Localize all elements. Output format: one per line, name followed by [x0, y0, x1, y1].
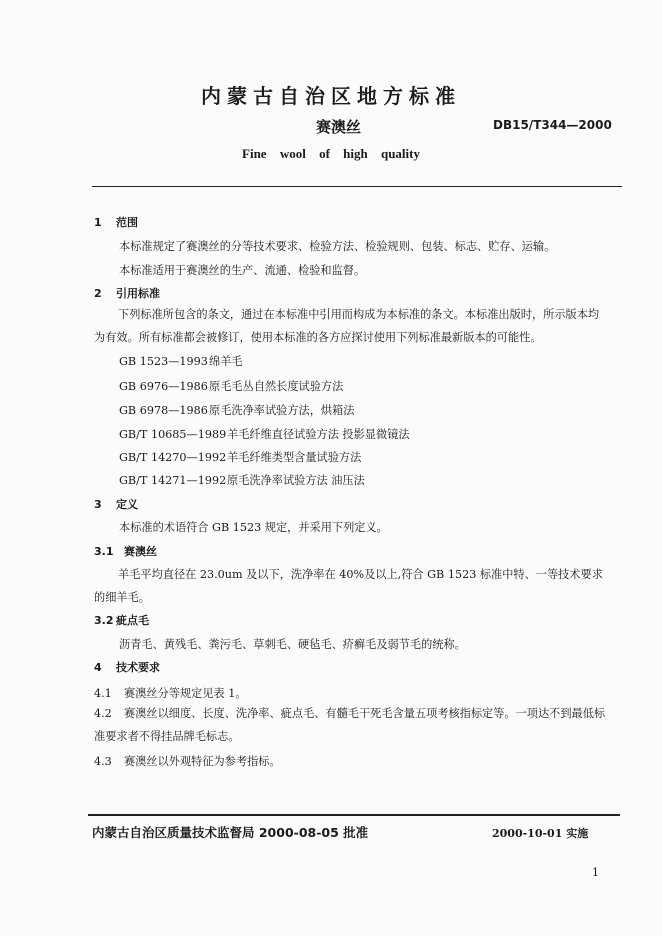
clause-number: 4.3 — [94, 755, 112, 768]
subsection-3-2-heading — [94, 612, 149, 628]
subsection-title: 赛澳丝 — [124, 545, 157, 558]
section-title: 范围 — [116, 216, 138, 229]
section-2-heading — [94, 285, 160, 301]
reference-item — [119, 449, 361, 465]
page-number: 1 — [592, 866, 599, 879]
reference-code: GB 6976—1986 — [119, 380, 208, 393]
reference-code: GB 1523—1993 — [119, 355, 208, 368]
reference-name: 原毛洗净率试验方法，烘箱法 — [209, 404, 355, 417]
section-number: 4 — [94, 661, 102, 674]
reference-code: GB/T 14270—1992 — [119, 451, 227, 464]
reference-code: GB/T 10685—1989 — [119, 428, 227, 441]
clause-text: 赛澳丝分等规定见表 1。 — [124, 687, 247, 700]
section-1-heading — [94, 214, 138, 230]
standard-name-en: Fine wool of high quality — [242, 146, 420, 161]
section-number: 1 — [94, 216, 102, 229]
footer-rule — [88, 814, 620, 816]
reference-name: 原毛洗净率试验方法 油压法 — [227, 474, 365, 487]
reference-code: GB 6978—1986 — [119, 404, 208, 417]
section-4-heading — [94, 659, 160, 675]
reference-name: 羊毛纤维类型含量试验方法 — [227, 451, 362, 464]
doc-number: DB15/T344—2000 — [493, 118, 612, 132]
implementation-date: 2000-10-01 实施 — [492, 827, 589, 840]
subsection-3-1-heading — [94, 543, 157, 559]
subsection-3-1-text: 羊毛平均直径在 23.0um 及以下，洗净率在 40%及以上,符合 GB 1523 标准中特、一等技术要求的细羊毛。 — [94, 568, 603, 604]
section-title: 引用标准 — [116, 287, 160, 300]
section-title: 定义 — [116, 498, 138, 511]
section-number: 2 — [94, 287, 102, 300]
subsection-title: 疵点毛 — [116, 614, 149, 627]
reference-name: 羊毛纤维直径试验方法 投影显微镜法 — [227, 428, 410, 441]
reference-item — [119, 402, 354, 418]
clause-number: 4.1 — [94, 687, 112, 700]
reference-name: 原毛毛丛自然长度试验方法 — [209, 380, 344, 393]
section-1-paragraph-2: 本标准适用于赛澳丝的生产、流通、检验和监督。 — [119, 264, 366, 277]
reference-name: 绵羊毛 — [209, 355, 243, 368]
section-1-paragraph-1: 本标准规定了赛澳丝的分等技术要求、检验方法、检验规则、包装、标志、贮存、运输。 — [119, 240, 556, 253]
doc-title: 内蒙古自治区地方标准 — [201, 84, 461, 108]
clause-text: 赛澳丝以细度、长度、洗净率、疵点毛、有髓毛干死毛含量五项考核指标定等。一项达不到最低标准要求者不得挂品牌毛标志。 — [94, 707, 606, 743]
section-3-paragraph: 本标准的术语符合 GB 1523 规定，并采用下列定义。 — [119, 521, 388, 534]
clause-4-1 — [94, 685, 247, 701]
standard-name-cn: 赛澳丝 — [316, 118, 362, 136]
clause-number: 4.2 — [94, 707, 112, 720]
reference-item — [119, 472, 365, 488]
approval-statement: 内蒙古自治区质量技术监督局 2000-08-05 批准 — [92, 825, 369, 840]
header-rule — [92, 186, 622, 187]
subsection-3-2-text: 沥青毛、黄残毛、粪污毛、草刺毛、硬毡毛、疥癣毛及弱节毛的统称。 — [119, 638, 466, 651]
reference-item — [119, 426, 410, 442]
clause-text: 赛澳丝以外观特征为参考指标。 — [124, 755, 281, 768]
clause-4-3 — [94, 753, 281, 769]
section-title: 技术要求 — [116, 661, 160, 674]
subsection-number: 3.2 — [94, 614, 114, 627]
reference-item — [119, 353, 243, 369]
reference-code: GB/T 14271—1992 — [119, 474, 227, 487]
section-3-heading — [94, 496, 138, 512]
section-2-intro: 下列标准所包含的条文，通过在本标准中引用而构成为本标准的条文。本标准出版时，所示版本均为有效。所有标准都会被修订，使用本标准的各方应探讨使用下列标准最新版本的可能性。 — [94, 308, 600, 344]
section-number: 3 — [94, 498, 102, 511]
reference-item — [119, 378, 343, 394]
subsection-number: 3.1 — [94, 545, 114, 558]
clause-4-2 — [94, 702, 606, 748]
